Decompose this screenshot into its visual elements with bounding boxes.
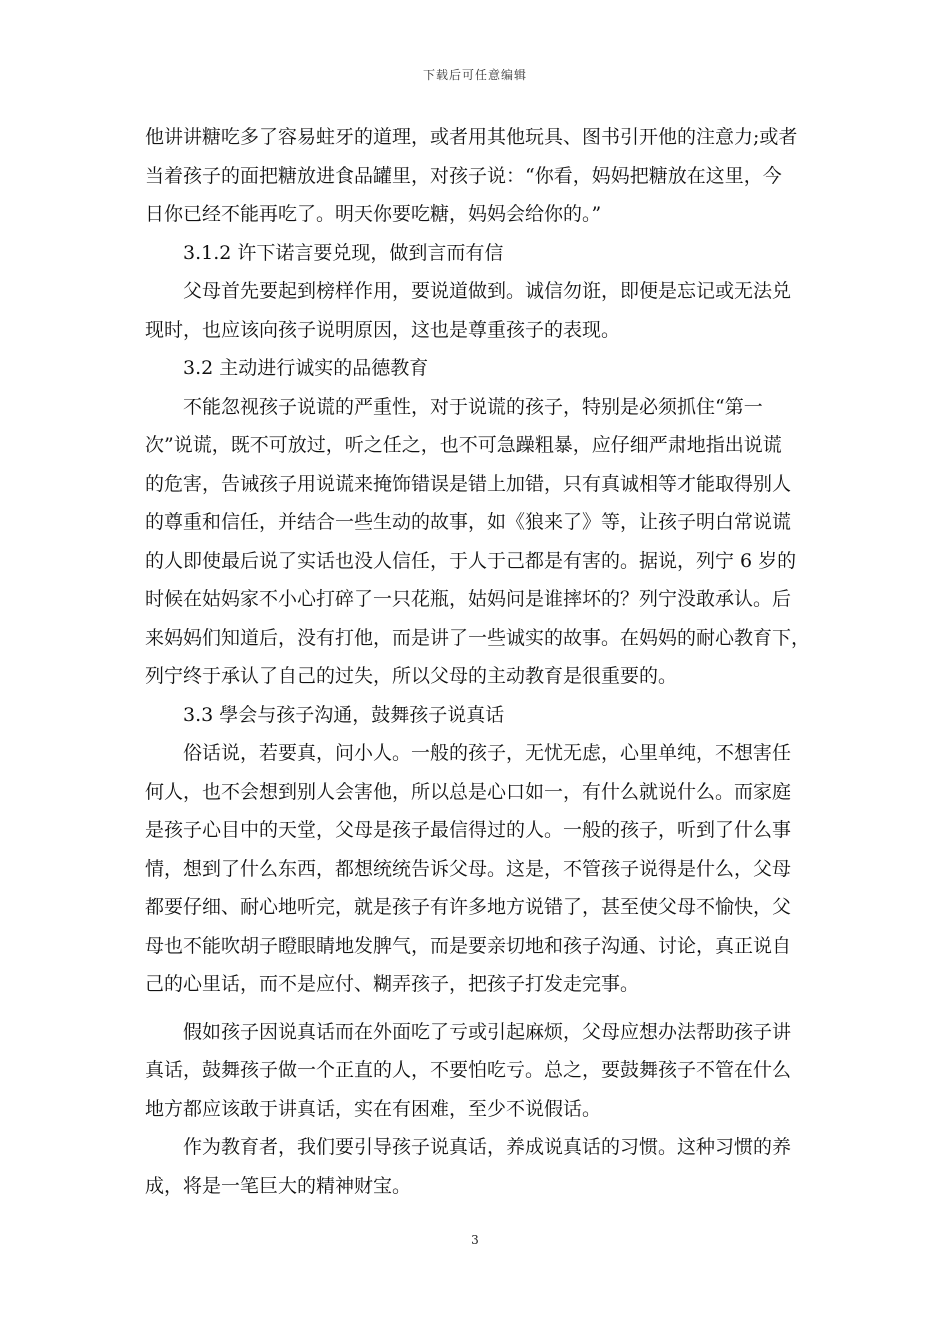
text-line: 不能忽视孩子说谎的严重性，对于说谎的孩子，特别是必须抓住“第一: [145, 395, 763, 418]
text-line: 何人，也不会想到别人会害他，所以总是心口如一，有什么就说什么。而家庭: [145, 780, 792, 803]
section-heading-3-3: 3.3 學会与孩子沟通，鼓舞孩子说真话: [145, 703, 505, 726]
text-line: 时候在姑妈家不小心打碎了一只花瓶，姑妈问是谁摔坏的？列宁没敢承认。后: [145, 588, 792, 610]
text-line: 情，想到了什么东西，都想统统告诉父母。这是，不管孩子说得是什么，父母: [145, 857, 792, 880]
section-heading-3-1-2: 3.1.2 许下诺言要兑现，做到言而有信: [145, 241, 504, 264]
text-line: 假如孩子因说真话而在外面吃了亏或引起麻烦，父母应想办法帮助孩子讲: [145, 1020, 792, 1043]
paragraph-gap: [145, 1004, 825, 1013]
text-line: 的尊重和信任，并结合一些生动的故事，如《狼来了》等，让孩子明白常说谎: [145, 511, 792, 533]
text-line: 当着孩子的面把糖放进食品罐里，对孩子说：“你看，妈妈把糖放在这里，今: [145, 164, 782, 187]
text-line: 的危害，告诫孩子用说谎来掩饰错误是错上加错，只有真诚相等才能取得别人: [145, 472, 792, 495]
text-line: 日你已经不能再吃了。明天你要吃糖，妈妈会给你的。”: [145, 203, 602, 225]
text-line: 地方都应该敢于讲真话，实在有困难，至少不说假话。: [145, 1097, 602, 1120]
text-line: 成，将是一笔巨大的精神财宝。: [145, 1174, 412, 1197]
text-line: 的人即使最后说了实话也没人信任，于人于己都是有害的。据说，列宁 6 岁的: [145, 549, 797, 572]
text-line: 作为教育者，我们要引导孩子说真话，养成说真话的习惯。这种习惯的养: [145, 1136, 792, 1158]
text-line: 是孩子心目中的天堂，父母是孩子最信得过的人。一般的孩子，听到了什么事: [145, 819, 792, 841]
text-line: 列宁终于承认了自己的过失，所以父母的主动教育是很重要的。: [145, 665, 678, 687]
text-line: 现时，也应该向孩子说明原因，这也是尊重孩子的表现。: [145, 318, 621, 341]
text-line: 次”说谎，既不可放过，听之任之，也不可急躁粗暴，应仔细严肃地指出说谎: [145, 434, 782, 456]
page-number: 3: [471, 1233, 479, 1247]
text-line: 己的心里话，而不是应付、糊弄孩子，把孩子打发走完事。: [145, 973, 640, 995]
text-line: 他讲讲糖吃多了容易蛀牙的道理，或者用其他玩具、图书引开他的注意力;或者: [145, 126, 798, 148]
page-header: 下载后可任意编辑: [422, 68, 527, 82]
text-line: 俗话说，若要真，问小人。一般的孩子，无忧无虑，心里单纯，不想害任: [145, 742, 792, 764]
text-line: 来妈妈们知道后，没有打他，而是讲了一些诚实的故事。在妈妈的耐心教育下，: [145, 626, 811, 649]
text-line: 母也不能吹胡子瞪眼睛地发脾气，而是要亲切地和孩子沟通、讨论，真正说自: [145, 934, 792, 957]
text-line: 都要仔细、耐心地听完，就是孩子有许多地方说错了，甚至使父母不愉快，父: [145, 896, 792, 918]
section-heading-3-2: 3.2 主动进行诚实的品德教育: [145, 357, 429, 379]
text-line: 真话，鼓舞孩子做一个正直的人，不要怕吃亏。总之，要鼓舞孩子不管在什么: [145, 1059, 792, 1081]
text-line: 父母首先要起到榜样作用，要说道做到。诚信勿诳，即便是忘记或无法兑: [145, 280, 792, 302]
document-body: [145, 118, 825, 1205]
